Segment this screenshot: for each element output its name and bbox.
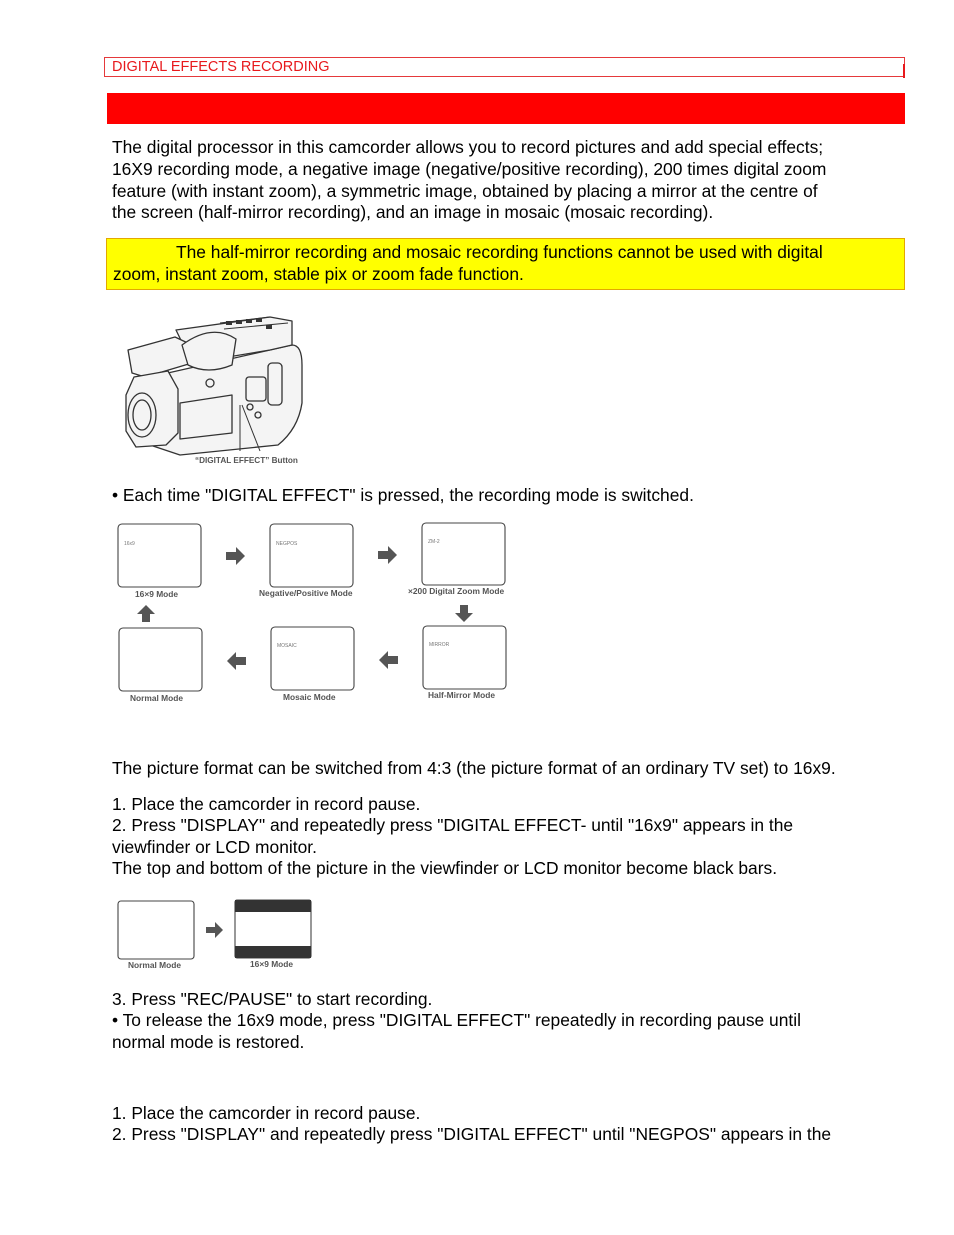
format-left-label: Normal Mode: [128, 960, 182, 970]
arrow-right-icon: [378, 546, 397, 564]
screen-text: 16x9: [124, 541, 135, 547]
step-line: 1. Place the camcorder in record pause.: [112, 1103, 421, 1123]
intro-line: The digital processor in this camcorder allows you to record pictures and add special effects;: [112, 137, 824, 157]
step-line: • To release the 16x9 mode, press "DIGITAL EFFECT" repeatedly in recording pause until: [112, 1010, 801, 1030]
digital-effect-button-label: “DIGITAL EFFECT” Button: [195, 456, 298, 465]
intro-line: feature (with instant zoom), a symmetric image, obtained by placing a mirror at the centre of: [112, 181, 818, 201]
arrow-down-icon: [455, 605, 473, 622]
mode-label-negpos: Negative/Positive Mode: [259, 588, 353, 598]
mode-switch-bullet: • Each time "DIGITAL EFFECT" is pressed, the recording mode is switched.: [112, 485, 694, 505]
mode-screen-mosaic: [271, 627, 354, 690]
step-line: viewfinder or LCD monitor.: [112, 837, 317, 857]
section-header: [104, 57, 905, 77]
arrow-right-icon: [226, 547, 245, 565]
step-line: normal mode is restored.: [112, 1032, 305, 1052]
screen-text: ZM-2: [428, 539, 440, 545]
mode-label-16x9: 16×9 Mode: [135, 589, 179, 599]
mode-label-zoom: ×200 Digital Zoom Mode: [408, 586, 505, 596]
arrow-left-icon: [379, 651, 398, 669]
screen-text: MOSAIC: [277, 643, 297, 649]
section-title: DIGITAL EFFECTS RECORDING: [112, 59, 330, 75]
mode-label-normal: Normal Mode: [130, 693, 184, 703]
note-line: The half-mirror recording and mosaic recording functions cannot be used with digital: [176, 242, 823, 262]
step-line: 1. Place the camcorder in record pause.: [112, 794, 421, 814]
note-line: zoom, instant zoom, stable pix or zoom fade function.: [113, 264, 524, 284]
mode-screen-16x9: [118, 524, 201, 587]
mode-screen-normal: [119, 628, 202, 691]
note-box: [106, 238, 905, 290]
step-line: The top and bottom of the picture in the viewfinder or LCD monitor become black bars.: [112, 858, 778, 878]
mode-screen-mirror: [423, 626, 506, 689]
step-line: 2. Press "DISPLAY" and repeatedly press "DIGITAL EFFECT- until "16x9" appears in the: [112, 815, 794, 835]
intro-line: the screen (half-mirror recording), and an image in mosaic (mosaic recording).: [112, 202, 714, 222]
arrow-up-icon: [137, 605, 155, 622]
arrow-left-icon: [227, 652, 246, 670]
step-line: 2. Press "DISPLAY" and repeatedly press "DIGITAL EFFECT" until "NEGPOS" appears in the: [112, 1124, 832, 1144]
format-intro: The picture format can be switched from 4:3 (the picture format of an ordinary TV set) to 16x9.: [112, 758, 836, 778]
screen-text: NEGPOS: [276, 541, 298, 547]
mode-label-mosaic: Mosaic Mode: [283, 692, 336, 702]
screen-text: MIRROR: [429, 642, 450, 648]
mode-label-mirror: Half-Mirror Mode: [428, 690, 495, 700]
mode-screen-negpos: [270, 524, 353, 587]
arrow-right-icon: [206, 922, 223, 938]
step-line: 3. Press "REC/PAUSE" to start recording.: [112, 989, 433, 1009]
format-switch-figure: [112, 895, 322, 973]
header-edge-mark: [903, 64, 905, 78]
format-right-label: 16×9 Mode: [250, 959, 294, 969]
red-title-bar: [107, 93, 905, 124]
mode-screen-zoom: [422, 523, 505, 585]
camcorder-illustration: [120, 305, 320, 470]
intro-line: 16X9 recording mode, a negative image (negative/positive recording), 200 times digital zoom: [112, 159, 827, 179]
mode-cycle-diagram: [108, 516, 528, 708]
